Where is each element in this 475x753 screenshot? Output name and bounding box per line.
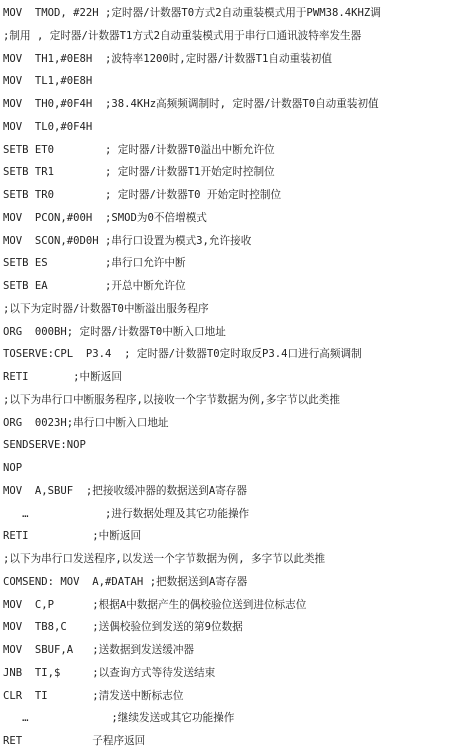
code-line: MOV PCON,#00H ;SMOD为0不倍增模式 [3, 211, 207, 224]
code-line: MOV TH1,#0E8H ;波特率1200时,定时器/计数器T1自动重装初值 [3, 52, 332, 65]
code-line: SETB TR1 ; 定时器/计数器T1开始定时控制位 [3, 166, 275, 179]
code-line: COMSEND: MOV A,#DATAH ;把数据送到A寄存器 [3, 575, 248, 588]
code-line: MOV TH0,#0F4H ;38.4KHz高频频调制时, 定时器/计数器T0自动重装初值 [3, 98, 379, 110]
code-line: RETI ;中断返回 [3, 530, 142, 543]
code-line: JNB TI,$ ;以查询方式等待发送结束 [3, 666, 216, 679]
code-line: NOP [3, 462, 23, 474]
code-line: MOV TL1,#0E8H [3, 75, 93, 88]
code-line: ORG 000BH; 定时器/计数器T0中断入口地址 [3, 325, 226, 338]
code-line: TOSERVE:CPL P3.4 ; 定时器/计数器T0定时取反P3.4口进行高频调制 [3, 348, 362, 361]
assembly-code-listing [3, 2, 473, 753]
code-line: MOV TMOD, #22H ;定时器/计数器T0方式2自动重装模式用于PWM38.4KHZ调 [3, 7, 381, 19]
code-line: ;制用 , 定时器/计数器T1方式2自动重装模式用于串行口通讯波特率发生器 [3, 29, 362, 42]
code-line: … ;继续发送或其它功能操作 [3, 712, 235, 725]
code-line: ORG 0023H;串行口中断入口地址 [3, 416, 169, 429]
code-line: SETB EA ;开总中断允许位 [3, 280, 186, 292]
code-line: ;以下为串行口中断服务程序,以接收一个字节数据为例,多字节以此类推 [3, 393, 340, 406]
code-line: MOV SCON,#0D0H ;串行口设置为模式3,允许接收 [3, 234, 252, 247]
code-line: MOV A,SBUF ;把接收缓冲器的数据送到A寄存器 [3, 484, 247, 497]
code-line: MOV TB8,C ;送偶校验位到发送的第9位数据 [3, 621, 243, 634]
code-line: SETB ET0 ; 定时器/计数器T0溢出中断允许位 [3, 143, 275, 156]
code-line: MOV SBUF,A ;送数据到发送缓冲器 [3, 644, 195, 656]
code-line: ;以下为定时器/计数器T0中断溢出服务程序 [3, 302, 209, 315]
code-line: SENDSERVE:NOP [3, 439, 86, 452]
code-line: MOV TL0,#0F4H [3, 120, 93, 133]
code-line: RET 子程序返回 [3, 735, 146, 747]
code-line: MOV C,P ;根据A中数据产生的偶校验位送到进位标志位 [3, 598, 307, 611]
code-line: ;以下为串行口发送程序,以发送一个字节数据为例, 多字节以此类推 [3, 553, 326, 565]
code-line: CLR TI ;清发送中断标志位 [3, 689, 184, 702]
code-line: SETB ES ;串行口允许中断 [3, 257, 186, 270]
code-line: RETI ;中断返回 [3, 371, 122, 383]
code-line: … ;进行数据处理及其它功能操作 [3, 507, 250, 520]
code-line: SETB TR0 ; 定时器/计数器T0 开始定时控制位 [3, 189, 282, 201]
